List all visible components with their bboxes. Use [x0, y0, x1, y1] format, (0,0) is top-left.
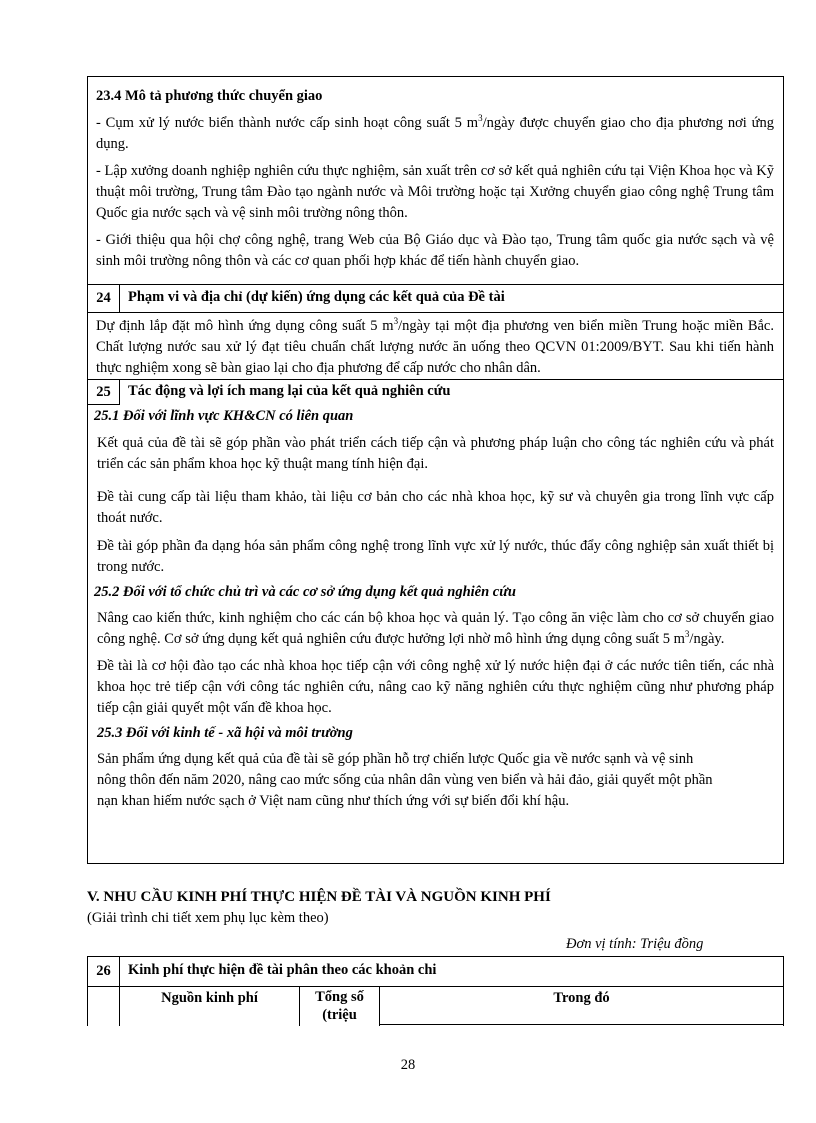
- table-26-title: Kinh phí thực hiện đề tài phân theo các khoản chi: [128, 962, 437, 978]
- table-26: [87, 956, 784, 1026]
- section-25-2-para-1: Nâng cao kiến thức, kinh nghiệm cho các cán bộ khoa học và quản lý. Tạo công ăn việc làm cho cơ sở chuyển giao công nghệ. Cơ sở ứng dụng kết quả nghiên cứu được hưởng lợi nhờ mô hình ứng dụng công suất 5 $m^3$/ngày.: [97, 610, 774, 647]
- section-25-1-para-3: Đề tài góp phần đa dạng hóa sản phẩm công nghệ trong lĩnh vực xử lý nước, thúc đẩy công nghiệp sản xuất thiết bị trong nước.: [97, 538, 774, 575]
- section-23-4-box: [87, 76, 784, 284]
- section-25-1-title: 25.1 Đối với lĩnh vực KH&CN có liên quan: [94, 408, 354, 424]
- table-26-col-source: Nguồn kinh phí: [161, 990, 258, 1006]
- table-26-col-total-line-1: Tổng số: [315, 989, 364, 1005]
- section-24-title: Phạm vi và địa chỉ (dự kiến) ứng dụng các kết quả của Đề tài: [128, 289, 505, 305]
- section-25-2-para-2: Đề tài là cơ hội đào tạo các nhà khoa học tiếp cận với công nghệ xử lý nước hiện đại ở các nước tiên tiến, các nhà khoa học trẻ tiếp cận với công tác nghiên cứu, nâng cao kỹ năng nghiên cứu thực nghiệm cũng như phương pháp tiếp cận giải quyết một vấn đề khoa học.: [97, 658, 774, 716]
- table-26-col-total-line-2: (triệu: [322, 1007, 357, 1023]
- section-25-header-row: [88, 380, 783, 405]
- sections-24-25-box: [87, 284, 784, 864]
- unit-label: Đơn vị tính: Triệu đồng: [566, 936, 704, 952]
- section-25-3-para: Sản phẩm ứng dụng kết quả của đề tài sẽ góp phần hỗ trợ chiến lược Quốc gia về nước sạnh và vệ sinh nông thôn đến năm 2020, nâng cao mức sống của nhân dân vùng ven biển và hải đảo, giải quyết một phần nạn khan hiếm nước sạch ở Việt nam cũng như thích ứng với sự biến đổi khí hậu.: [97, 751, 713, 809]
- section-v-note: (Giải trình chi tiết xem phụ lục kèm theo): [87, 910, 329, 926]
- table-26-header-row: [88, 957, 783, 987]
- section-25-title: Tác động và lợi ích mang lại của kết quả nghiên cứu: [128, 383, 451, 399]
- table-26-col-breakdown: Trong đó: [553, 990, 610, 1006]
- table-26-number: 26: [88, 957, 120, 986]
- section-23-4-para-2: - Lập xưởng doanh nghiệp nghiên cứu thực nghiệm, sản xuất trên cơ sở kết quả nghiên cứu tại Viện Khoa học và Kỹ thuật môi trường, Trung tâm Đào tạo ngành nước và Môi trường hoặc tại Xưởng chuyển giao công nghệ Trung tâm Quốc gia nước sạch và vệ sinh môi trường nông thôn.: [96, 163, 774, 221]
- section-25-body: [88, 405, 783, 812]
- section-25-1-para-1: Kết quả của đề tài sẽ góp phần vào phát triển cách tiếp cận và phương pháp luận cho công tác nghiên cứu và phát triển các sản phẩm khoa học kỹ thuật mang tính hiện đại.: [97, 435, 774, 472]
- section-24-number: 24: [88, 285, 120, 312]
- page-number: 28: [400, 1057, 416, 1073]
- table-26-col-total: [300, 988, 379, 1024]
- section-v-title: V. NHU CẦU KINH PHÍ THỰC HIỆN ĐỀ TÀI VÀ NGUỒN KINH PHÍ: [87, 889, 551, 905]
- section-25-2-title: 25.2 Đối với tổ chức chủ trì và các cơ sở ứng dụng kết quả nghiên cứu: [94, 584, 516, 600]
- section-23-4-title: 23.4 Mô tả phương thức chuyển giao: [96, 88, 323, 104]
- section-24-body-row: [88, 313, 783, 380]
- section-24-header-row: [88, 285, 783, 313]
- section-24-para: Dự định lắp đặt mô hình ứng dụng công suất 5 $m^3$/ngày tại một địa phương ven biển miền Trung hoặc miền Bắc. Chất lượng nước sau xử lý đạt tiêu chuẩn chất lượng nước ăn uống theo QCVN 01:2009/BYT. Sau khi tiến hành thực nghiệm xong sẽ bàn giao lại cho địa phương để cấp nước cho nhân dân.: [96, 316, 774, 376]
- section-23-4-para-1: - Cụm xử lý nước biển thành nước cấp sinh hoạt công suất 5 $m^3$/ngày được chuyển giao cho địa phương nơi ứng dụng.: [96, 113, 774, 152]
- section-25-number: 25: [88, 380, 120, 405]
- section-25-3-title: 25.3 Đối với kinh tế - xã hội và môi trường: [97, 725, 353, 741]
- section-23-4-para-3: - Giới thiệu qua hội chợ công nghệ, trang Web của Bộ Giáo dục và Đào tạo, Trung tâm quốc gia nước sạch và vệ sinh môi trường nông thôn và các cơ quan phối hợp khác để tiến hành chuyển giao.: [96, 232, 774, 269]
- section-25-1-para-2: Đề tài cung cấp tài liệu tham khảo, tài liệu cơ bản cho các nhà khoa học, kỹ sư và chuyên gia trong lĩnh vực cấp thoát nước.: [97, 489, 774, 526]
